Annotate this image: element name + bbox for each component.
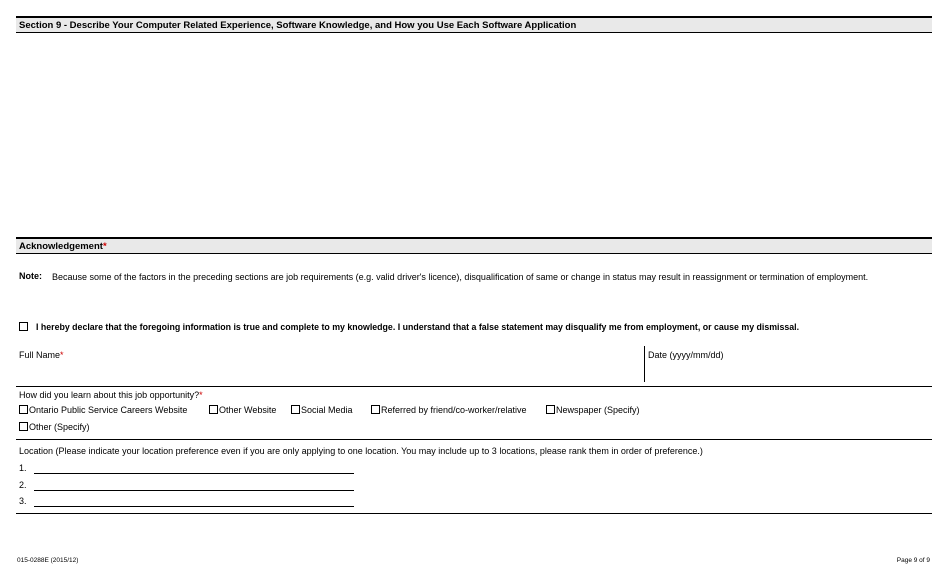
checkbox[interactable] bbox=[291, 405, 300, 414]
checkbox[interactable] bbox=[371, 405, 380, 414]
option-other-website[interactable]: Other Website bbox=[209, 405, 276, 415]
location-2-input[interactable] bbox=[34, 490, 354, 491]
note-label: Note: bbox=[19, 271, 42, 281]
section-9-header bbox=[16, 16, 932, 33]
option-social-media[interactable]: Social Media bbox=[291, 405, 353, 415]
acknowledgement-title: Acknowledgement bbox=[19, 241, 103, 252]
location-3-input[interactable] bbox=[34, 506, 354, 507]
divider-line bbox=[16, 439, 932, 440]
acknowledgement-header bbox=[16, 237, 932, 254]
required-asterisk: * bbox=[102, 241, 107, 252]
date-input[interactable] bbox=[648, 363, 932, 381]
section-9-title: Section 9 - Describe Your Computer Related Experience, Software Knowledge, and How you Use Each Software Application bbox=[19, 20, 577, 31]
form-id: 015-0288E (2015/12) bbox=[17, 557, 79, 564]
option-ops-careers-website[interactable]: Ontario Public Service Careers Website bbox=[19, 405, 187, 415]
divider-line bbox=[16, 386, 932, 387]
checkbox[interactable] bbox=[19, 405, 28, 414]
full-name-label: Full Name* bbox=[19, 350, 64, 360]
location-number-1: 1. bbox=[19, 463, 27, 473]
location-number-3: 3. bbox=[19, 496, 27, 506]
checkbox[interactable] bbox=[546, 405, 555, 414]
bottom-divider bbox=[16, 513, 932, 514]
section-9-answer-area[interactable] bbox=[18, 38, 934, 236]
declaration-checkbox[interactable] bbox=[19, 322, 28, 331]
date-label: Date (yyyy/mm/dd) bbox=[648, 350, 724, 360]
field-divider bbox=[644, 346, 645, 382]
checkbox[interactable] bbox=[19, 422, 28, 431]
option-newspaper[interactable]: Newspaper (Specify) bbox=[546, 405, 640, 415]
option-referred[interactable]: Referred by friend/co-worker/relative bbox=[371, 405, 527, 415]
checkbox[interactable] bbox=[209, 405, 218, 414]
location-number-2: 2. bbox=[19, 480, 27, 490]
location-1-input[interactable] bbox=[34, 473, 354, 474]
option-other-specify[interactable]: Other (Specify) bbox=[19, 422, 90, 432]
full-name-input[interactable] bbox=[19, 363, 643, 381]
source-question: How did you learn about this job opportunity?* bbox=[19, 390, 203, 400]
declaration-row bbox=[19, 322, 799, 332]
note-text: Because some of the factors in the preceding sections are job requirements (e.g. valid driver's licence), disqualification of same or change in status may result in reassignment or termination of employment. bbox=[52, 272, 869, 282]
location-label: Location (Please indicate your location preference even if you are only applying to one location. You may include up to 3 locations, please rank them in order of preference.) bbox=[19, 446, 703, 456]
page-number: Page 9 of 9 bbox=[896, 557, 930, 564]
declaration-text: I hereby declare that the foregoing information is true and complete to my knowledge. I understand that a false statement may disqualify me from employment, or cause my dismissal. bbox=[36, 322, 800, 332]
